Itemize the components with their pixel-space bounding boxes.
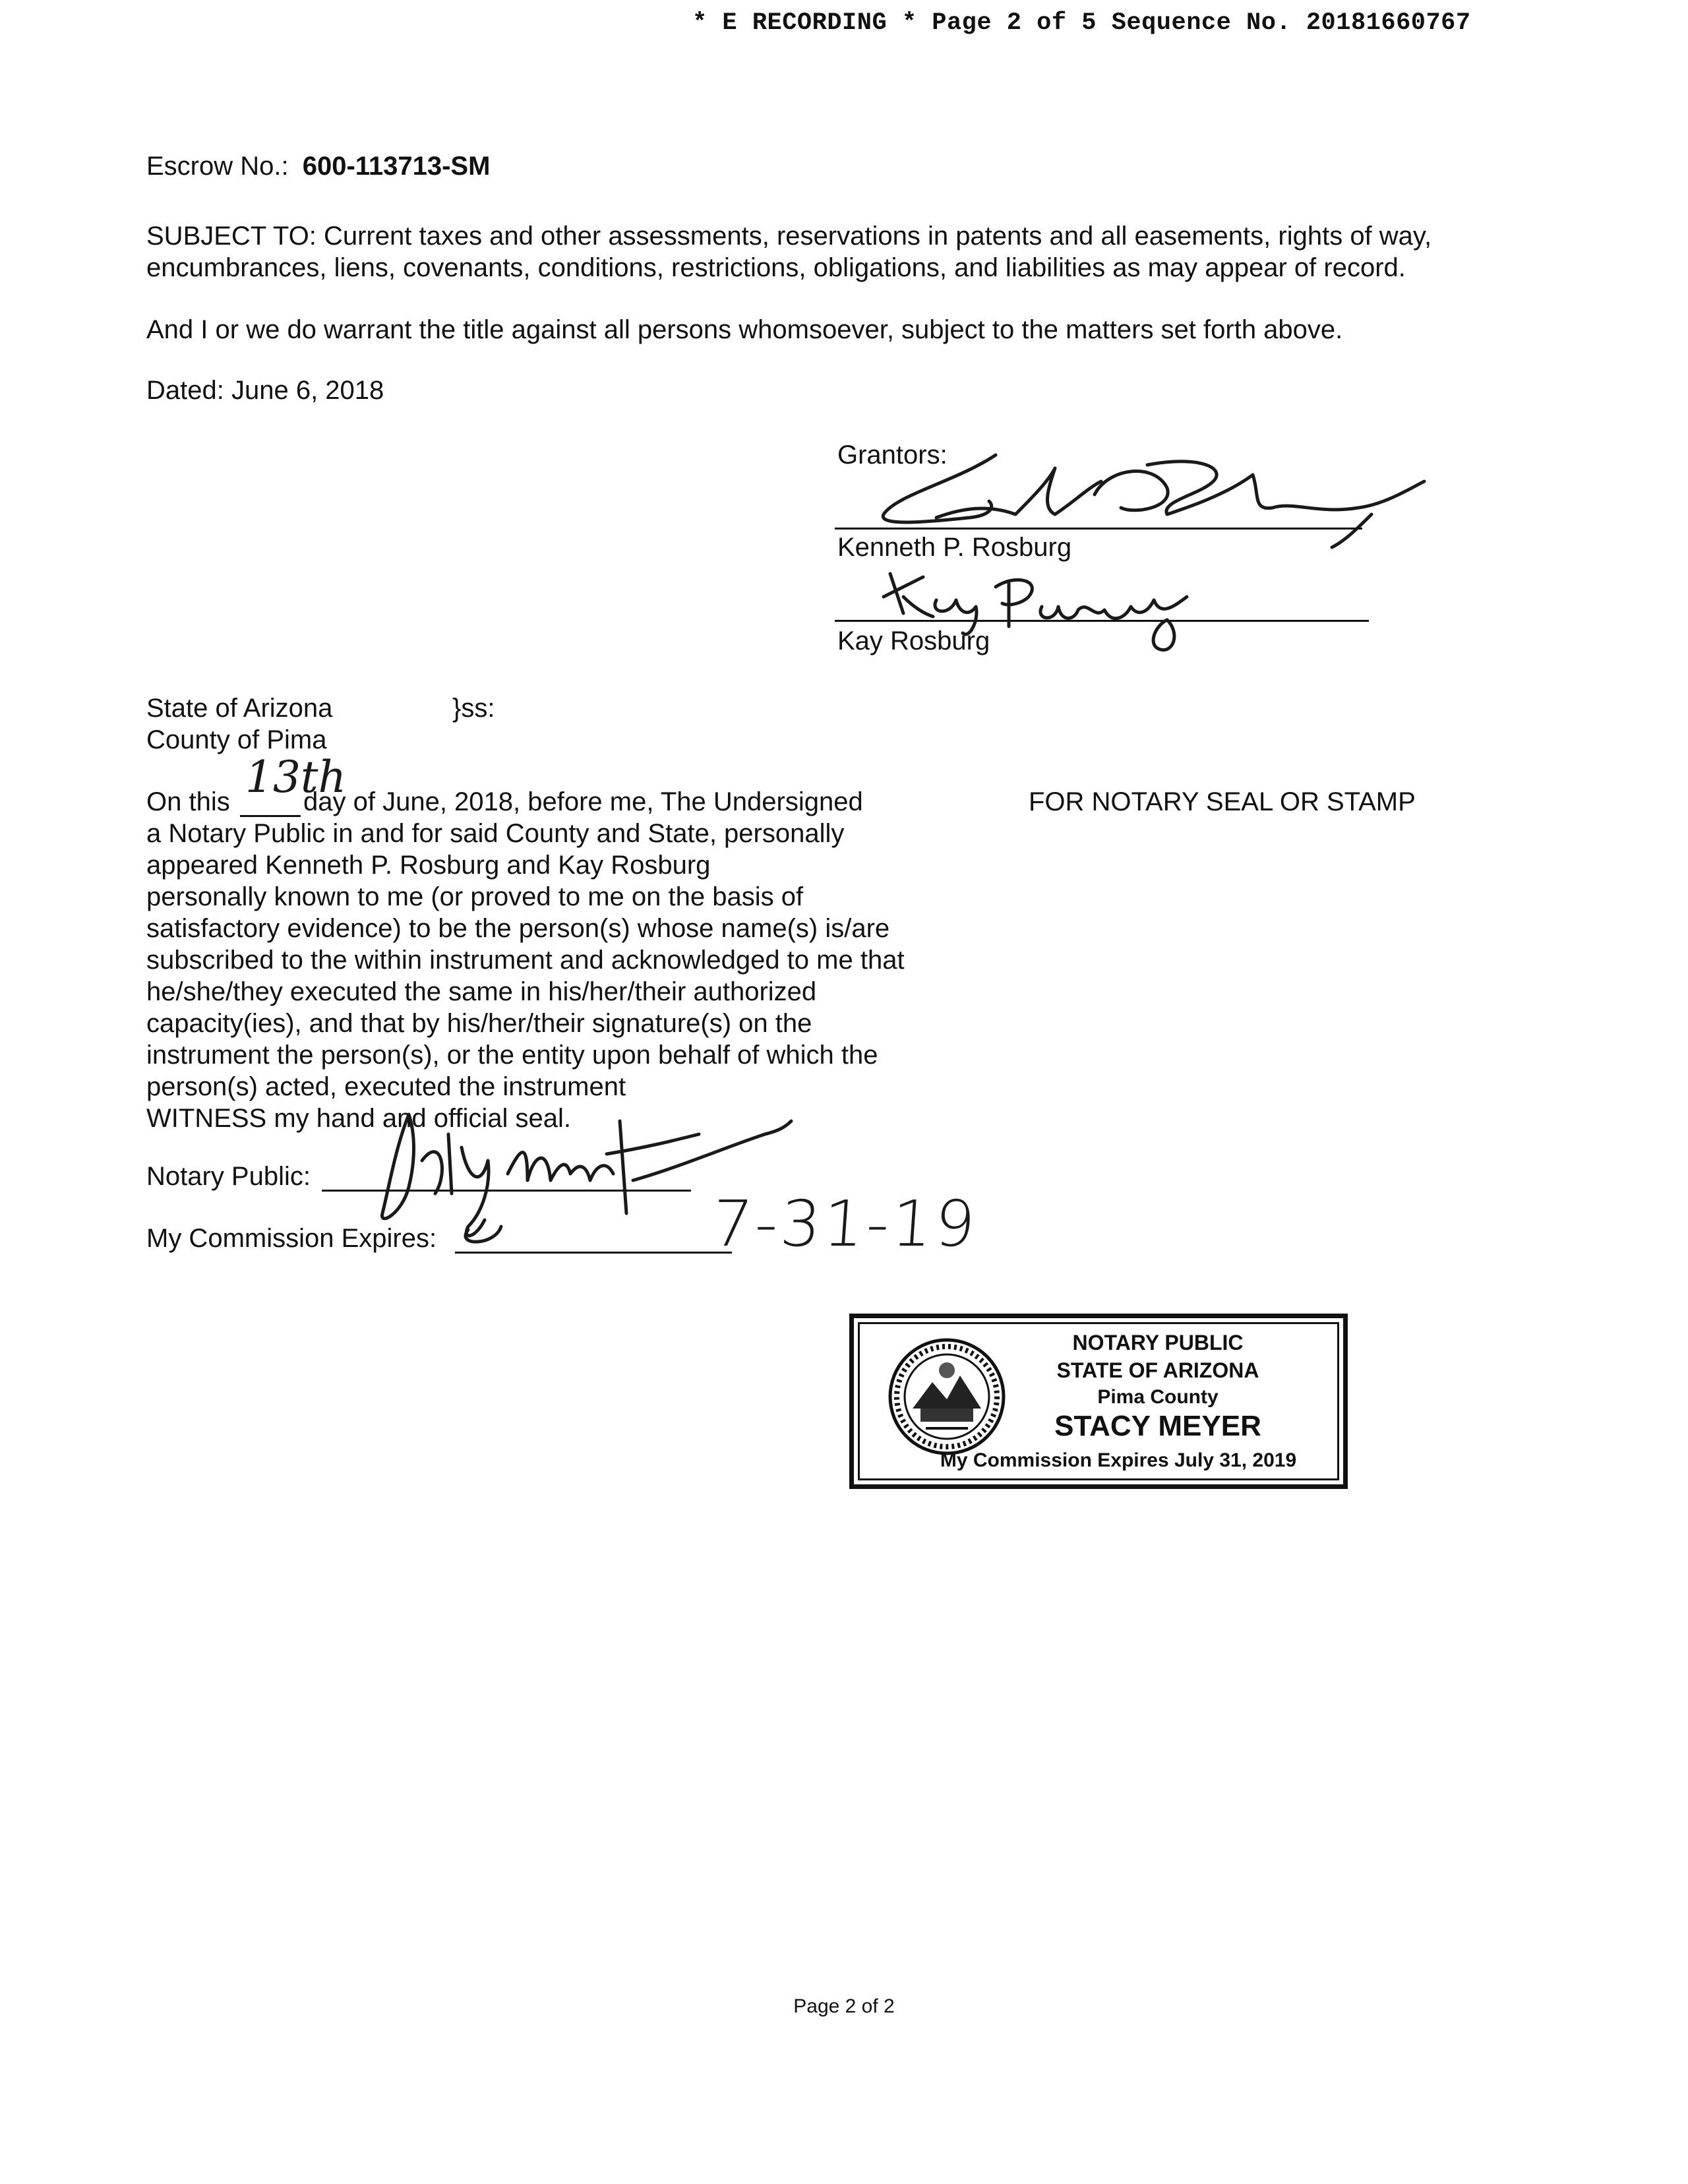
escrow-line (146, 150, 490, 182)
page-footer: Page 2 of 2 (793, 1995, 895, 2017)
ack-line-6: subscribed to the within instrument and acknowledged to me that (146, 946, 905, 975)
ack-line-7: he/she/they executed the same in his/her/their authorized (146, 977, 817, 1006)
stamp-line-3: Pima County (1097, 1386, 1219, 1408)
ack-line-4: personally known to me (or proved to me on the basis of (146, 882, 804, 911)
escrow-label: Escrow No.: (146, 152, 289, 181)
recording-header: * E RECORDING * Page 2 of 5 Sequence No. 20181660767 (692, 9, 1471, 37)
notary-public-label: Notary Public: (146, 1162, 311, 1191)
day-handwritten: 13th (245, 752, 347, 803)
stamp-line-1: NOTARY PUBLIC (1072, 1331, 1244, 1354)
stamp-line-2: STATE OF ARIZONA (1056, 1358, 1259, 1382)
ack-line-3: appeared Kenneth P. Rosburg and Kay Rosburg (146, 851, 711, 880)
stamp-line-5: My Commission Expires July 31, 2019 (940, 1449, 1297, 1471)
ack-line-10: person(s) acted, executed the instrument (146, 1072, 626, 1101)
venue-state: State of Arizona (146, 694, 333, 723)
escrow-number: 600-113713-SM (302, 152, 491, 181)
grantor-2-name: Kay Rosburg (837, 626, 990, 655)
venue-county: County of Pima (146, 725, 327, 754)
kenneth-signature-icon (857, 442, 1437, 561)
warranty-paragraph: And I or we do warrant the title against all persons whomsoever, subject to the matters set forth above. (146, 315, 1343, 344)
commission-line (455, 1252, 732, 1254)
notary-seal-placeholder: FOR NOTARY SEAL OR STAMP (1029, 787, 1416, 816)
notary-stamp (849, 1314, 1348, 1489)
commission-expires-label: My Commission Expires: (146, 1224, 437, 1253)
venue-ss: }ss: (452, 694, 495, 723)
on-this-label: On this (146, 787, 230, 816)
ack-line-11: WITNESS my hand and official seal. (146, 1104, 571, 1133)
notary-stamp-inner-border (858, 1322, 1339, 1480)
kay-signature-icon (877, 561, 1220, 659)
ack-line-9: instrument the person(s), or the entity upon behalf of which the (146, 1041, 878, 1070)
stamp-line-4: STACY MEYER (1054, 1410, 1261, 1442)
grantors-label: Grantors: (837, 440, 948, 470)
ack-line-2: a Notary Public in and for said County and State, personally (146, 819, 845, 848)
grantor-1-name: Kenneth P. Rosburg (837, 533, 1072, 562)
commission-handwritten: 7-31-19 (709, 1187, 980, 1261)
ack-line-1: day of June, 2018, before me, The Undersigned (303, 787, 863, 816)
ack-line-8: capacity(ies), and that by his/her/their signature(s) on the (146, 1009, 812, 1038)
subject-to-paragraph: SUBJECT TO: Current taxes and other assessments, reservations in patents and all easements, rights of way, encumbrances, liens, covenants, conditions, restrictions, obligations, and liabilities as may appear of record. (146, 222, 1432, 282)
day-blank (240, 815, 301, 817)
ack-line-5: satisfactory evidence) to be the person(s) whose name(s) is/are (146, 914, 890, 943)
dated-line: Dated: June 6, 2018 (146, 376, 384, 405)
